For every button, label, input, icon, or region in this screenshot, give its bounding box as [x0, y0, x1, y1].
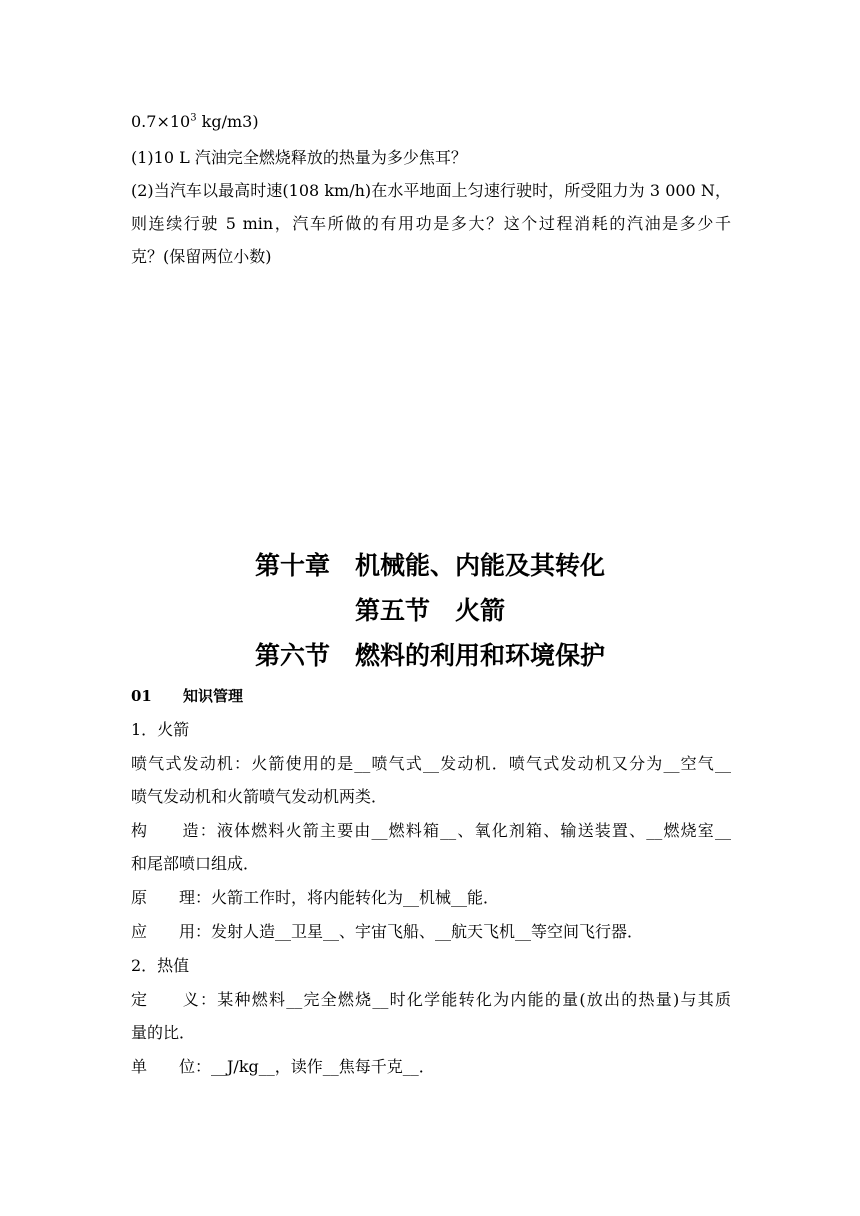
- knowledge-header: [131, 686, 243, 706]
- density-tail: [131, 112, 731, 132]
- density-tail-suffix: kg/m3): [196, 112, 259, 131]
- jet-engine-line-2: 喷气发动机和火箭喷气发动机两类．: [131, 787, 388, 806]
- structure-text-1: ：液体燃料火箭主要由__燃料箱__、氧化剂箱、输送装置、__燃烧室__: [199, 821, 731, 840]
- question-1: (1)10 L 汽油完全燃烧释放的热量为多少焦耳？: [131, 148, 467, 167]
- jet-engine-line-1: 喷气式发动机：火箭使用的是__喷气式__发动机．喷气式发动机又分为__空气__: [131, 754, 731, 773]
- structure-line-1: [131, 821, 731, 841]
- definition-line-2: 量的比．: [131, 1023, 196, 1042]
- application-label: 应 用: [131, 922, 196, 941]
- item-2-title: 2．热值: [131, 956, 190, 975]
- unit-text: ：__J/kg__，读作__焦每千克__．: [195, 1057, 435, 1076]
- definition-text-1: ：某种燃料__完全燃烧__时化学能转化为内能的量(放出的热量)与其质: [199, 990, 731, 1009]
- application-text: ：发射人造__卫星__、宇宙飞船、__航天飞机__等空间飞行器．: [195, 922, 644, 941]
- item-1-title: 1．火箭: [131, 720, 190, 739]
- section-5-title: 第五节 火箭: [354, 596, 505, 625]
- section-6-title: 第六节 燃料的利用和环境保护: [254, 641, 605, 670]
- principle-line: [131, 888, 731, 908]
- application-line: [131, 922, 731, 942]
- density-exponent: 3: [190, 112, 197, 124]
- unit-label: 单 位: [131, 1057, 196, 1076]
- definition-line-1: [131, 990, 731, 1010]
- question-2-line-3: 克？(保留两位小数): [131, 247, 272, 266]
- definition-label: 定 义: [131, 990, 200, 1009]
- question-2-line-1: (2)当汽车以最高时速(108 km/h)在水平地面上匀速行驶时，所受阻力为 3 000 N，: [131, 181, 731, 200]
- knowledge-label: 知识管理: [183, 687, 244, 705]
- chapter-title: 第十章 机械能、内能及其转化: [254, 551, 605, 580]
- knowledge-number: 01: [131, 687, 152, 705]
- principle-text: ：火箭工作时，将内能转化为__机械__能．: [195, 888, 500, 907]
- principle-label: 原 理: [131, 888, 196, 907]
- question-2-line-2: 则连续行驶 5 min，汽车所做的有用功是多大？这个过程消耗的汽油是多少千: [131, 214, 731, 233]
- structure-label: 构 造: [131, 821, 200, 840]
- structure-line-2: 和尾部喷口组成．: [131, 854, 260, 873]
- density-tail-prefix: 0.7×10: [131, 112, 191, 131]
- unit-line: [131, 1057, 731, 1077]
